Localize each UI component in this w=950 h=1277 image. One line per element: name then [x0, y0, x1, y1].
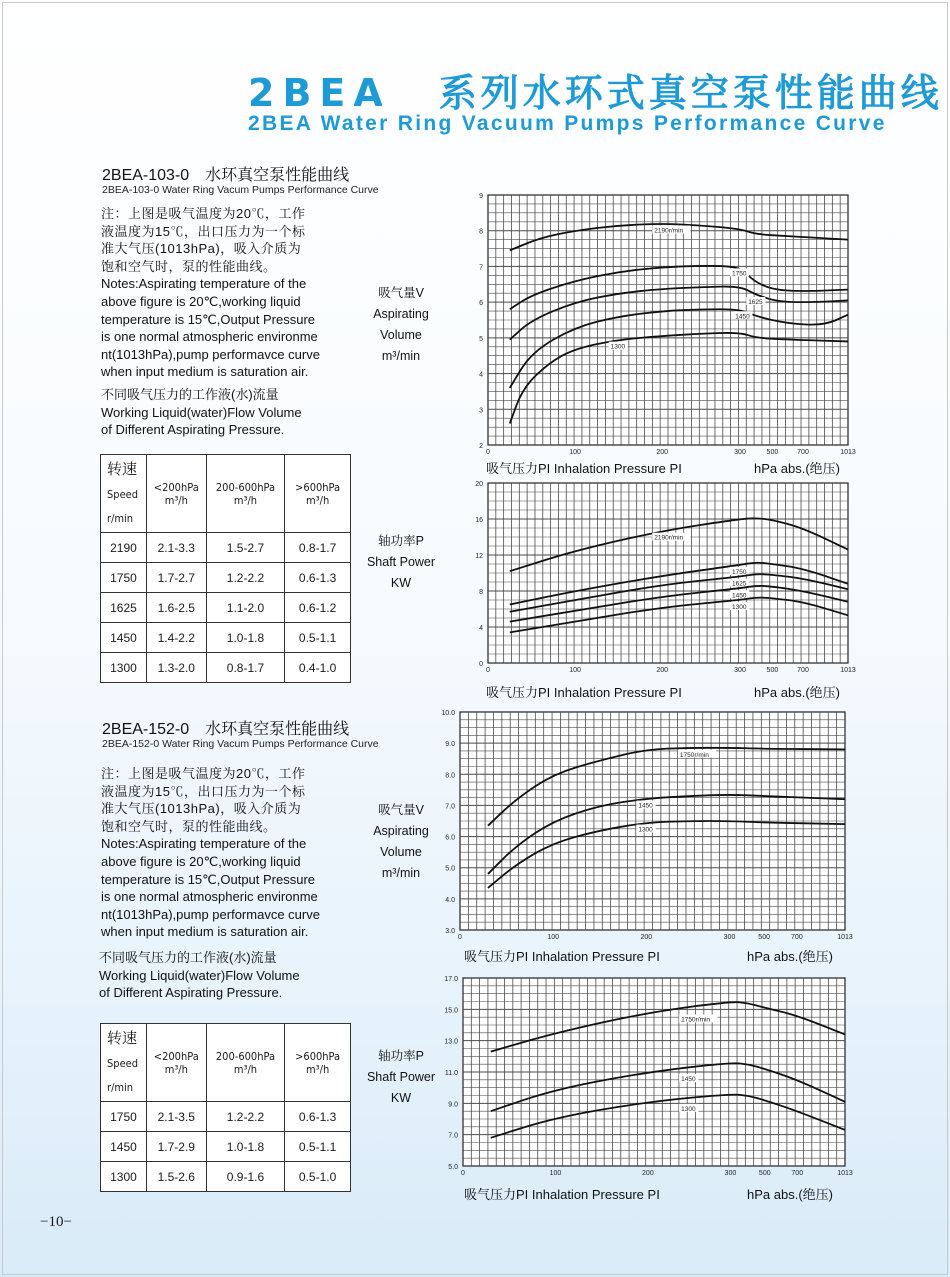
table-row: 1300 1.3-2.0 0.8-1.7 0.4-1.0 — [101, 653, 351, 683]
section2-note — [101, 765, 320, 941]
y-tick-label: 5.0 — [448, 1164, 458, 1171]
chart4-x-unit: hPa abs.(绝压) — [747, 1187, 833, 1202]
section2-flow-table — [100, 1023, 351, 1192]
page-title-cn — [248, 62, 943, 117]
y-tick-label: 10.0 — [441, 710, 455, 717]
y-tick-label: 15.0 — [444, 1007, 458, 1015]
note-line: is one normal atmospheric environme — [101, 889, 318, 905]
chart3-x-label: 吸气压力PI Inhalation Pressure PI — [464, 949, 660, 964]
y-tick-label: 5 — [479, 335, 483, 343]
y-tick-label: 7.0 — [445, 803, 455, 811]
y-tick-label: 8 — [479, 228, 483, 236]
title-cn-text: 系列水环式真空泵性能曲线 — [438, 71, 943, 115]
x-tick-label: 700 — [791, 934, 803, 941]
flow-heading-en: Working Liquid(water)Flow Volume — [99, 967, 300, 983]
page-number: −10− — [40, 1214, 72, 1230]
note-line: 准大气压(1013hPa)，吸入介质为 — [101, 801, 302, 817]
table-row: 1450 1.4-2.2 1.0-1.8 0.5-1.1 — [101, 623, 351, 653]
x-tick-label: 300 — [723, 934, 736, 941]
x-tick-label: 700 — [797, 449, 809, 456]
y-tick-label: 5.0 — [445, 865, 455, 873]
x-tick-label: 500 — [766, 667, 779, 674]
speed-header: 转速 Speed r/min — [101, 1024, 147, 1102]
x-tick-label: 100 — [569, 449, 581, 456]
chart-power-103 — [470, 478, 860, 683]
note-line: 注：上图是吸气温度为20℃，工作 — [101, 766, 306, 781]
series-label: 1750 — [732, 270, 747, 278]
y-tick-label: 12 — [475, 553, 483, 560]
note-line: Notes:Aspirating temperature of the — [101, 276, 307, 292]
chart4-y-label: 轴功率P Shaft Power KW — [366, 1049, 436, 1105]
y-tick-label: 9.0 — [448, 1101, 458, 1109]
y-tick-label: 11.0 — [444, 1070, 458, 1077]
x-tick-label: 700 — [797, 667, 809, 674]
col-header: 200-600hPa m³/h — [206, 1024, 285, 1102]
note-line: above figure is 20℃,working liquid — [101, 293, 301, 309]
note-line: 注：上图是吸气温度为20℃，工作 — [101, 206, 306, 221]
speed-header: 转速 Speed r/min — [101, 455, 147, 533]
note-line: nt(1013hPa),pump performavce curve — [101, 346, 320, 362]
y-tick-label: 4 — [479, 371, 483, 379]
x-tick-label: 200 — [640, 934, 653, 941]
flow-heading-en: of Different Aspirating Pressure. — [101, 422, 285, 438]
x-tick-label: 200 — [656, 667, 669, 674]
chart1-x-label: 吸气压力PI Inhalation Pressure PI — [486, 461, 682, 476]
x-tick-label: 300 — [724, 1170, 737, 1177]
series-label: 1450 — [638, 802, 653, 810]
chart-volume-103 — [470, 190, 860, 460]
series-label: 1625 — [732, 580, 747, 588]
y-tick-label: 4.0 — [445, 896, 455, 904]
x-tick-label: 1013 — [840, 449, 856, 456]
section2-flow-heading — [99, 949, 300, 1002]
series-label: 1450 — [732, 592, 747, 600]
x-tick-label: 100 — [547, 934, 560, 941]
x-tick-label: 500 — [766, 449, 779, 456]
y-tick-label: 7 — [479, 264, 483, 272]
chart2-y-label: 轴功率P Shaft Power KW — [366, 534, 436, 590]
series-label: 1750r/min — [681, 1016, 711, 1024]
x-tick-label: 700 — [791, 1170, 804, 1177]
y-tick-label: 7.0 — [448, 1132, 458, 1140]
note-line: 饱和空气时，泵的性能曲线。 — [101, 818, 277, 834]
col-header: >600hPa m³/h — [285, 1024, 351, 1102]
chart1-x-unit: hPa abs.(绝压) — [754, 461, 840, 476]
x-tick-label: 300 — [734, 667, 746, 674]
y-tick-label: 6.0 — [445, 834, 455, 842]
x-tick-label: 1013 — [840, 667, 856, 674]
note-line: temperature is 15℃,Output Pressure — [101, 311, 316, 327]
flow-heading-en: Working Liquid(water)Flow Volume — [101, 404, 302, 420]
page-title-en: 2BEA Water Ring Vacuum Pumps Performance Curve — [248, 112, 887, 135]
section2-heading: 2BEA-152-0 水环真空泵性能曲线 — [102, 721, 350, 738]
section1-flow-table — [100, 454, 351, 683]
y-tick-label: 13.0 — [444, 1038, 458, 1046]
col-header: <200hPa m³/h — [146, 1024, 206, 1102]
y-tick-label: 17.0 — [444, 976, 458, 983]
y-tick-label: 3.0 — [445, 928, 455, 935]
series-label: 1625 — [748, 299, 763, 306]
y-tick-label: 4 — [479, 625, 483, 632]
table-row: 2190 2.1-3.3 1.5-2.7 0.8-1.7 — [101, 533, 351, 563]
section1-note — [101, 205, 320, 381]
x-tick-label: 500 — [758, 934, 770, 941]
note-line: 饱和空气时，泵的性能曲线。 — [101, 258, 277, 274]
x-tick-label: 0 — [461, 1170, 465, 1177]
x-tick-label: 1013 — [837, 1170, 853, 1177]
table-row: 1750 2.1-3.5 1.2-2.2 0.6-1.3 — [101, 1102, 351, 1132]
table-row: 1625 1.6-2.5 1.1-2.0 0.6-1.2 — [101, 593, 351, 623]
title-code: 2BEA — [248, 71, 391, 115]
x-tick-label: 500 — [758, 1170, 771, 1177]
y-tick-label: 9 — [479, 193, 483, 200]
note-line: 液温度为15℃，出口压力为一个标 — [101, 783, 306, 799]
chart2-x-unit: hPa abs.(绝压) — [754, 685, 840, 700]
note-line: 准大气压(1013hPa)，吸入介质为 — [101, 241, 302, 257]
flow-heading-en: of Different Aspirating Pressure. — [99, 985, 283, 1001]
x-tick-label: 300 — [734, 449, 746, 456]
x-tick-label: 0 — [458, 934, 462, 941]
series-label: 1300 — [610, 343, 626, 351]
chart1-y-label: 吸气量V Aspirating Volume m³/min — [373, 286, 429, 363]
chart3-y-label: 吸气量V Aspirating Volume m³/min — [373, 803, 429, 880]
col-header: <200hPa m³/h — [146, 455, 206, 533]
series-label: 2190r/min — [654, 227, 684, 235]
chart4-x-label: 吸气压力PI Inhalation Pressure PI — [464, 1187, 660, 1202]
note-line: is one normal atmospheric environme — [101, 329, 318, 345]
series-label: 1300 — [732, 604, 747, 611]
x-tick-label: 100 — [569, 667, 581, 674]
series-label: 1750r/min — [679, 751, 709, 759]
x-tick-label: 200 — [656, 449, 669, 456]
x-tick-label: 100 — [549, 1170, 562, 1177]
note-line: when input medium is saturation air. — [101, 364, 309, 380]
series-label: 1300 — [638, 826, 653, 834]
series-label: 1450 — [681, 1076, 696, 1083]
section2-subheading: 2BEA-152-0 Water Ring Vacum Pumps Performance Curve — [102, 738, 379, 750]
x-tick-label: 200 — [642, 1170, 654, 1177]
note-line: when input medium is saturation air. — [101, 924, 309, 940]
table-row: 1450 1.7-2.9 1.0-1.8 0.5-1.1 — [101, 1132, 351, 1162]
note-line: temperature is 15℃,Output Pressure — [101, 871, 316, 887]
note-line: above figure is 20℃,working liquid — [101, 853, 301, 869]
y-tick-label: 8 — [479, 589, 483, 596]
section1-subheading: 2BEA-103-0 Water Ring Vacum Pumps Performance Curve — [102, 184, 379, 196]
y-tick-label: 2 — [479, 443, 483, 450]
y-tick-label: 9.0 — [445, 741, 455, 749]
y-tick-label: 20 — [475, 481, 483, 488]
x-tick-label: 1013 — [837, 934, 853, 941]
table-row: 1750 1.7-2.7 1.2-2.2 0.6-1.3 — [101, 563, 351, 593]
y-tick-label: 8.0 — [445, 772, 455, 780]
series-label: 2190r/min — [654, 534, 684, 542]
series-label: 1300 — [681, 1105, 696, 1113]
flow-heading-cn: 不同吸气压力的工作液(水)流量 — [99, 950, 277, 965]
x-tick-label: 0 — [486, 449, 490, 456]
series-label: 1750 — [732, 568, 747, 576]
note-line: Notes:Aspirating temperature of the — [101, 836, 307, 852]
note-line: 液温度为15℃，出口压力为一个标 — [101, 223, 306, 239]
note-line: nt(1013hPa),pump performavce curve — [101, 906, 320, 922]
chart2-x-label: 吸气压力PI Inhalation Pressure PI — [486, 685, 682, 700]
col-header: >600hPa m³/h — [285, 455, 351, 533]
chart-power-152 — [430, 973, 860, 1183]
chart-volume-152 — [430, 707, 860, 947]
section1-heading: 2BEA-103-0 水环真空泵性能曲线 — [102, 167, 350, 184]
col-header: 200-600hPa m³/h — [206, 455, 285, 533]
chart3-x-unit: hPa abs.(绝压) — [747, 949, 833, 964]
table-row: 1300 1.5-2.6 0.9-1.6 0.5-1.0 — [101, 1162, 351, 1192]
series-label: 1450 — [735, 313, 750, 321]
y-tick-label: 0 — [479, 661, 483, 668]
flow-heading-cn: 不同吸气压力的工作液(水)流量 — [101, 387, 279, 402]
y-tick-label: 3 — [479, 407, 483, 415]
x-tick-label: 0 — [486, 667, 490, 674]
y-tick-label: 6 — [479, 300, 483, 308]
y-tick-label: 16 — [475, 517, 483, 524]
section1-flow-heading — [101, 386, 302, 439]
